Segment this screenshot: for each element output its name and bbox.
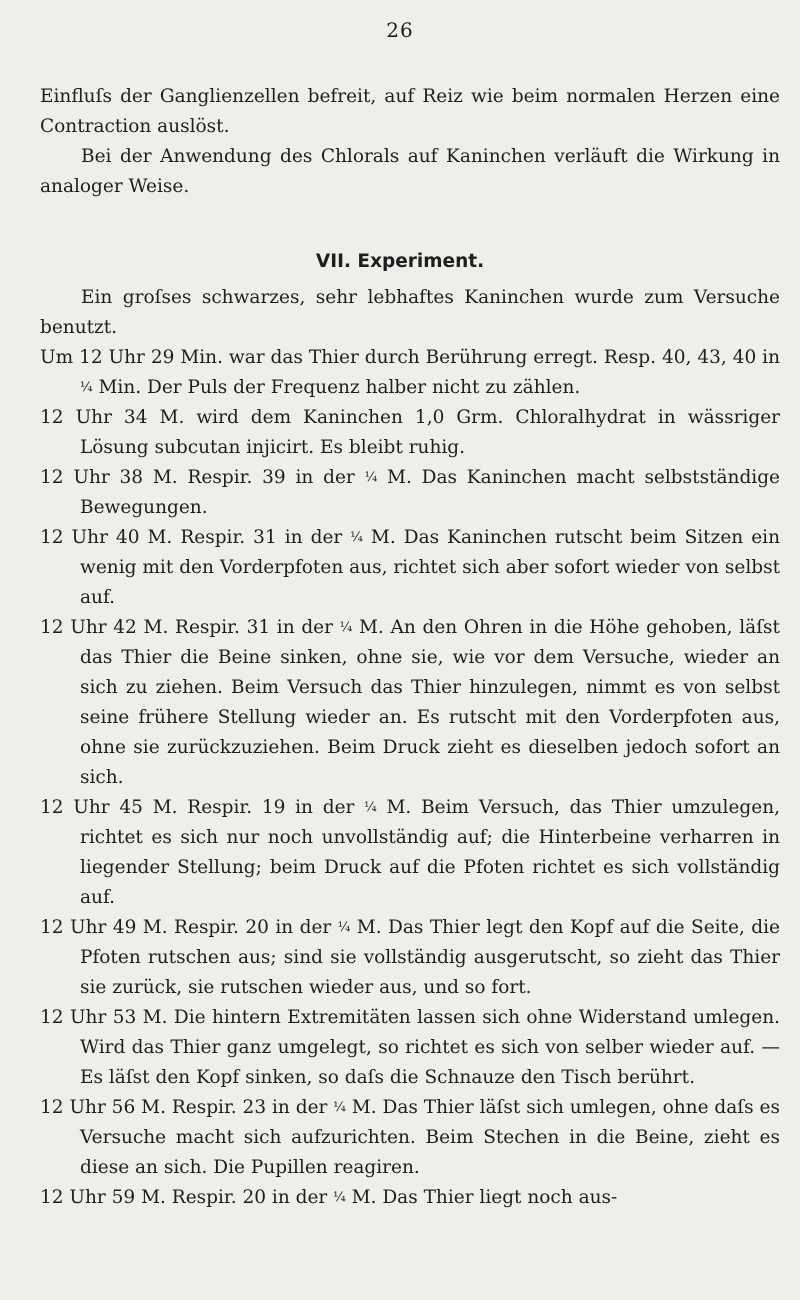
entry-text-continued: M. An den Ohren in die Höhe gehoben, läſst das Thier die Beine sinken, ohne sie, wie vor dem Versuche, wieder an sich zu ziehen. Beim Versuch das Thier hinzulegen, nimmt es von selbst seine frühere Stellung wieder an. Es rutscht mit den Vorderpfoten aus, ohne sie zurückzuziehen. Beim Druck zieht es dieselben jedoch sofort an sich. (80, 617, 780, 788)
fraction: ¼ (337, 920, 351, 935)
entry-text: 12 Uhr 40 M. Respir. 31 in der (40, 527, 351, 548)
intro-paragraph-1: Einfluſs der Ganglienzellen befreit, auf Reiz wie beim normalen Herzen eine Contraction auslöst. (40, 86, 780, 137)
entry-text-continued: Min. Der Puls der Frequenz halber nicht zu zählen. (92, 377, 581, 398)
log-entry (40, 463, 780, 523)
log-entry (40, 523, 780, 613)
entry-text: 12 Uhr 53 M. Die hintern Extremitäten lassen sich ohne Widerstand umlegen. Wird das Thier ganz umgelegt, so richtet es sich von selber wieder auf. — Es läſst den Kopf sinken, so daſs die Schnauze den Tisch berührt. (40, 1007, 780, 1088)
fraction: ¼ (339, 620, 353, 635)
fraction: ¼ (80, 380, 93, 395)
log-entry (40, 1003, 780, 1093)
fraction: ¼ (364, 470, 378, 485)
experiment-intro: Ein groſses schwarzes, sehr lebhaftes Kaninchen wurde zum Versuche benutzt. (40, 287, 780, 338)
entry-text: 12 Uhr 34 M. wird dem Kaninchen 1,0 Grm. Chloralhydrat in wässriger Lösung subcutan injicirt. Es bleibt ruhig. (40, 407, 780, 458)
log-entry (40, 1093, 780, 1183)
fraction: ¼ (364, 800, 377, 815)
log-entry (40, 793, 780, 913)
entry-text: 12 Uhr 59 M. Respir. 20 in der (40, 1187, 334, 1208)
fraction: ¼ (350, 530, 363, 545)
entry-text-continued: M. Das Kaninchen rutscht beim Sitzen ein wenig mit den Vorderpfoten aus, richtet sich aber sofort wieder von selbst auf. (80, 527, 780, 608)
log-entry (40, 613, 780, 793)
entry-text-continued: M. Beim Versuch, das Thier umzulegen, richtet es sich nur noch unvollständig auf; die Hinterbeine verharren in liegender Stellung; beim Druck auf die Pfoten richtet es sich vollständig auf. (80, 797, 780, 908)
experiment-heading: VII. Experiment. (315, 251, 485, 272)
log-entry (40, 913, 780, 1003)
intro-paragraph-2: Bei der Anwendung des Chlorals auf Kaninchen verläuft die Wirkung in analoger Weise. (40, 146, 780, 197)
entry-text: 12 Uhr 56 M. Respir. 23 in der (40, 1097, 334, 1118)
entry-text-continued: M. Das Kaninchen macht selbstständige Bewegungen. (80, 467, 780, 518)
entry-text: Um 12 Uhr 29 Min. war das Thier durch Berührung erregt. Resp. 40, 43, 40 in (40, 347, 780, 368)
entry-text: 12 Uhr 45 M. Respir. 19 in der (40, 797, 365, 818)
fraction: ¼ (333, 1190, 346, 1205)
page-number: 26 (386, 18, 414, 42)
log-entry (40, 1183, 780, 1213)
entry-text-continued: M. Das Thier legt den Kopf auf die Seite, die Pfoten rutschen aus; sind sie vollständig ausgerutscht, so zieht das Thier sie zurück, sie rutschen wieder aus, und so fort. (80, 917, 780, 998)
entry-text: 12 Uhr 42 M. Respir. 31 in der (40, 617, 340, 638)
entry-text-continued: M. Das Thier liegt noch aus- (345, 1187, 618, 1208)
experiment-log (40, 283, 780, 1213)
entry-text: 12 Uhr 38 M. Respir. 39 in der (40, 467, 365, 488)
log-entry (40, 343, 780, 403)
fraction: ¼ (333, 1100, 346, 1115)
log-entry (40, 403, 780, 463)
entry-text-continued: M. Das Thier läſst sich umlegen, ohne daſs es Versuche macht sich aufzurichten. Beim Stechen in die Beine, zieht es diese an sich. Die Pupillen reagiren. (80, 1097, 780, 1178)
intro-text (40, 82, 780, 202)
entry-text: 12 Uhr 49 M. Respir. 20 in der (40, 917, 338, 938)
